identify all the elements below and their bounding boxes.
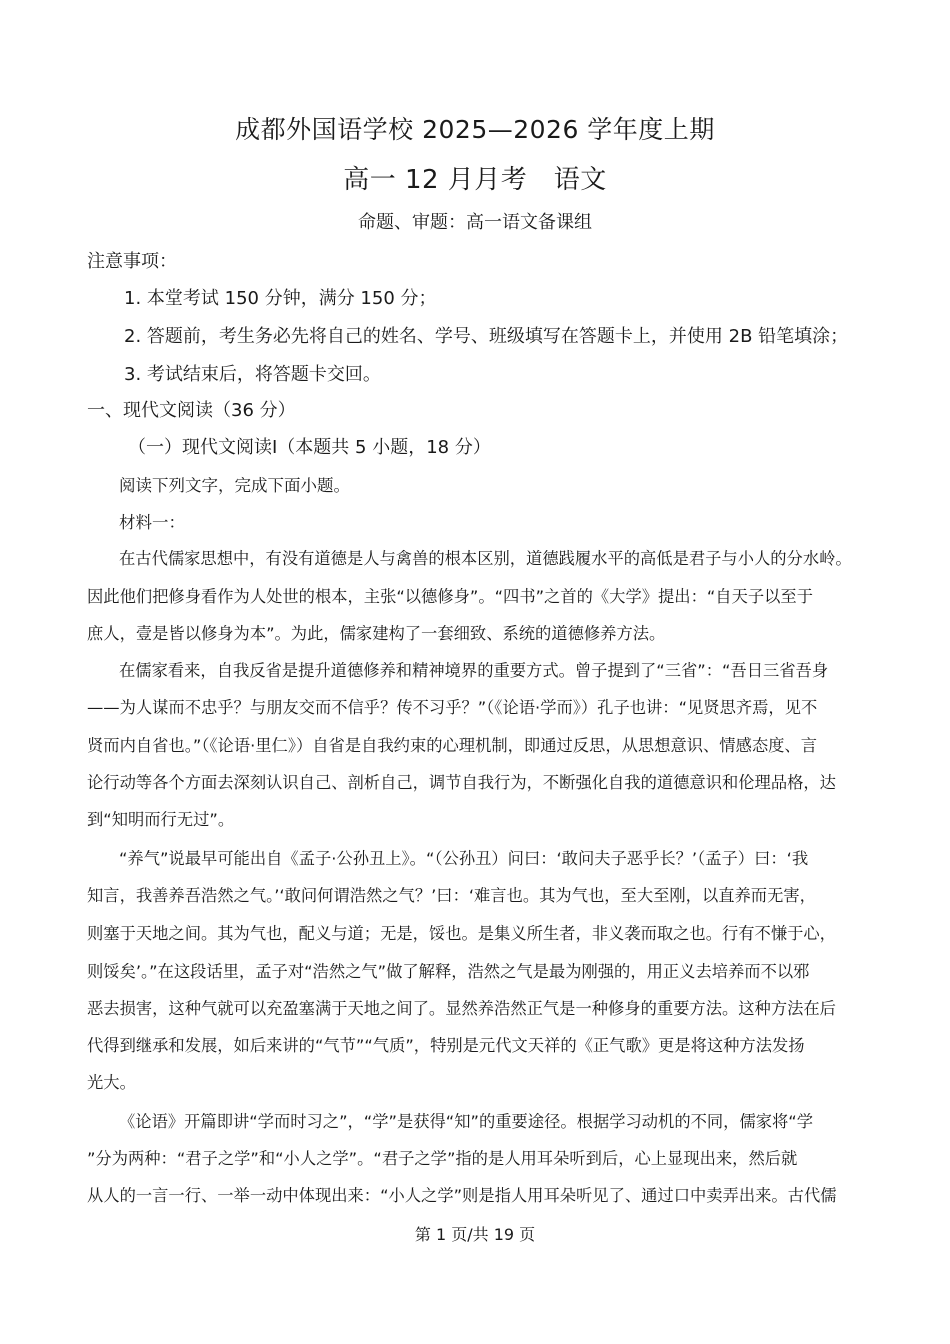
notes-item: 1. 本堂考试 150 分钟，满分 150 分； xyxy=(124,288,437,309)
sub-section-heading: （一）现代文阅读Ⅰ（本题共 5 小题，18 分） xyxy=(128,437,491,458)
section-heading: 一、现代文阅读（36 分） xyxy=(87,400,296,421)
material-label: 材料一： xyxy=(119,513,185,532)
passage-line: 则馁矣’。”在这段话里，孟子对“浩然之气”做了解释，浩然之气是最为刚强的，用正义去培养而不以邪 xyxy=(87,962,810,981)
passage-line: 论行动等各个方面去深刻认识自己、剖析自己，调节自我行为，不断强化自我的道德意识和伦理品格，达 xyxy=(87,773,836,792)
passage-line: ——为人谋而不忠乎？与朋友交而不信乎？传不习乎？”（《论语·学而》）孔子也讲：“见贤思齐焉，见不 xyxy=(87,698,818,717)
passage-line: 光大。 xyxy=(87,1073,136,1092)
notes-heading: 注意事项： xyxy=(87,251,177,272)
passage-line: “养气”说最早可能出自《孟子·公孙丑上》。“（公孙丑）问曰：‘敢问夫子恶乎长？’（孟子）曰：‘我 xyxy=(119,849,809,868)
notes-item: 3. 考试结束后，将答题卡交回。 xyxy=(124,364,381,385)
reading-instruction: 阅读下列文字，完成下面小题。 xyxy=(119,476,350,495)
notes-item: 2. 答题前，考生务必先将自己的姓名、学号、班级填写在答题卡上，并使用 2B 铅笔填涂； xyxy=(124,326,849,347)
page-number: 第 1 页/共 19 页 xyxy=(414,1225,536,1244)
passage-line: 则塞于天地之间。其为气也，配义与道；无是，馁也。是集义所生者，非义袭而取之也。行有不慊于心， xyxy=(87,924,836,943)
passage-line: 到“知明而行无过”。 xyxy=(87,810,235,829)
exam-author: 命题、审题：高一语文备课组 xyxy=(358,212,592,233)
passage-line: 贤而内自省也。”（《论语·里仁》）自省是自我约束的心理机制，即通过反思，从思想意识、情感态度、言 xyxy=(87,736,817,755)
passage-line: 在古代儒家思想中，有没有道德是人与禽兽的根本区别，道德践履水平的高低是君子与小人的分水岭。 xyxy=(119,549,852,568)
passage-line: 恶去损害，这种气就可以充盈塞满于天地之间了。显然养浩然正气是一种修身的重要方法。这种方法在后 xyxy=(87,999,836,1018)
passage-line: 知言，我善养吾浩然之气。’‘敢问何谓浩然之气？’曰：‘难言也。其为气也，至大至刚，以直养而无害， xyxy=(87,886,816,905)
passage-line: 庶人，壹是皆以修身为本”。为此，儒家建构了一套细致、系统的道德修养方法。 xyxy=(87,624,666,643)
passage-line: 从人的一言一行、一举一动中体现出来：“小人之学”则是指人用耳朵听见了、通过口中卖弄出来。古代儒 xyxy=(87,1186,837,1205)
passage-line: ”分为两种：“君子之学”和“小人之学”。“君子之学”指的是人用耳朵听到后，心上显现出来，然后就 xyxy=(87,1149,798,1168)
exam-title: 成都外国语学校 2025—2026 学年度上期 xyxy=(235,115,715,144)
exam-subtitle: 高一 12 月月考 语文 xyxy=(343,165,607,195)
passage-line: 在儒家看来，自我反省是提升道德修养和精神境界的重要方式。曾子提到了“三省”：“吾日三省吾身 xyxy=(119,661,829,680)
passage-line: 《论语》开篇即讲“学而时习之”，“学”是获得“知”的重要途径。根据学习动机的不同，儒家将“学 xyxy=(119,1112,814,1131)
passage-line: 代得到继承和发展，如后来讲的“气节”“气质”，特别是元代文天祥的《正气歌》更是将这种方法发扬 xyxy=(87,1036,805,1055)
passage-line: 因此他们把修身看作为人处世的根本，主张“以德修身”。“四书”之首的《大学》提出：“自天子以至于 xyxy=(87,587,813,606)
